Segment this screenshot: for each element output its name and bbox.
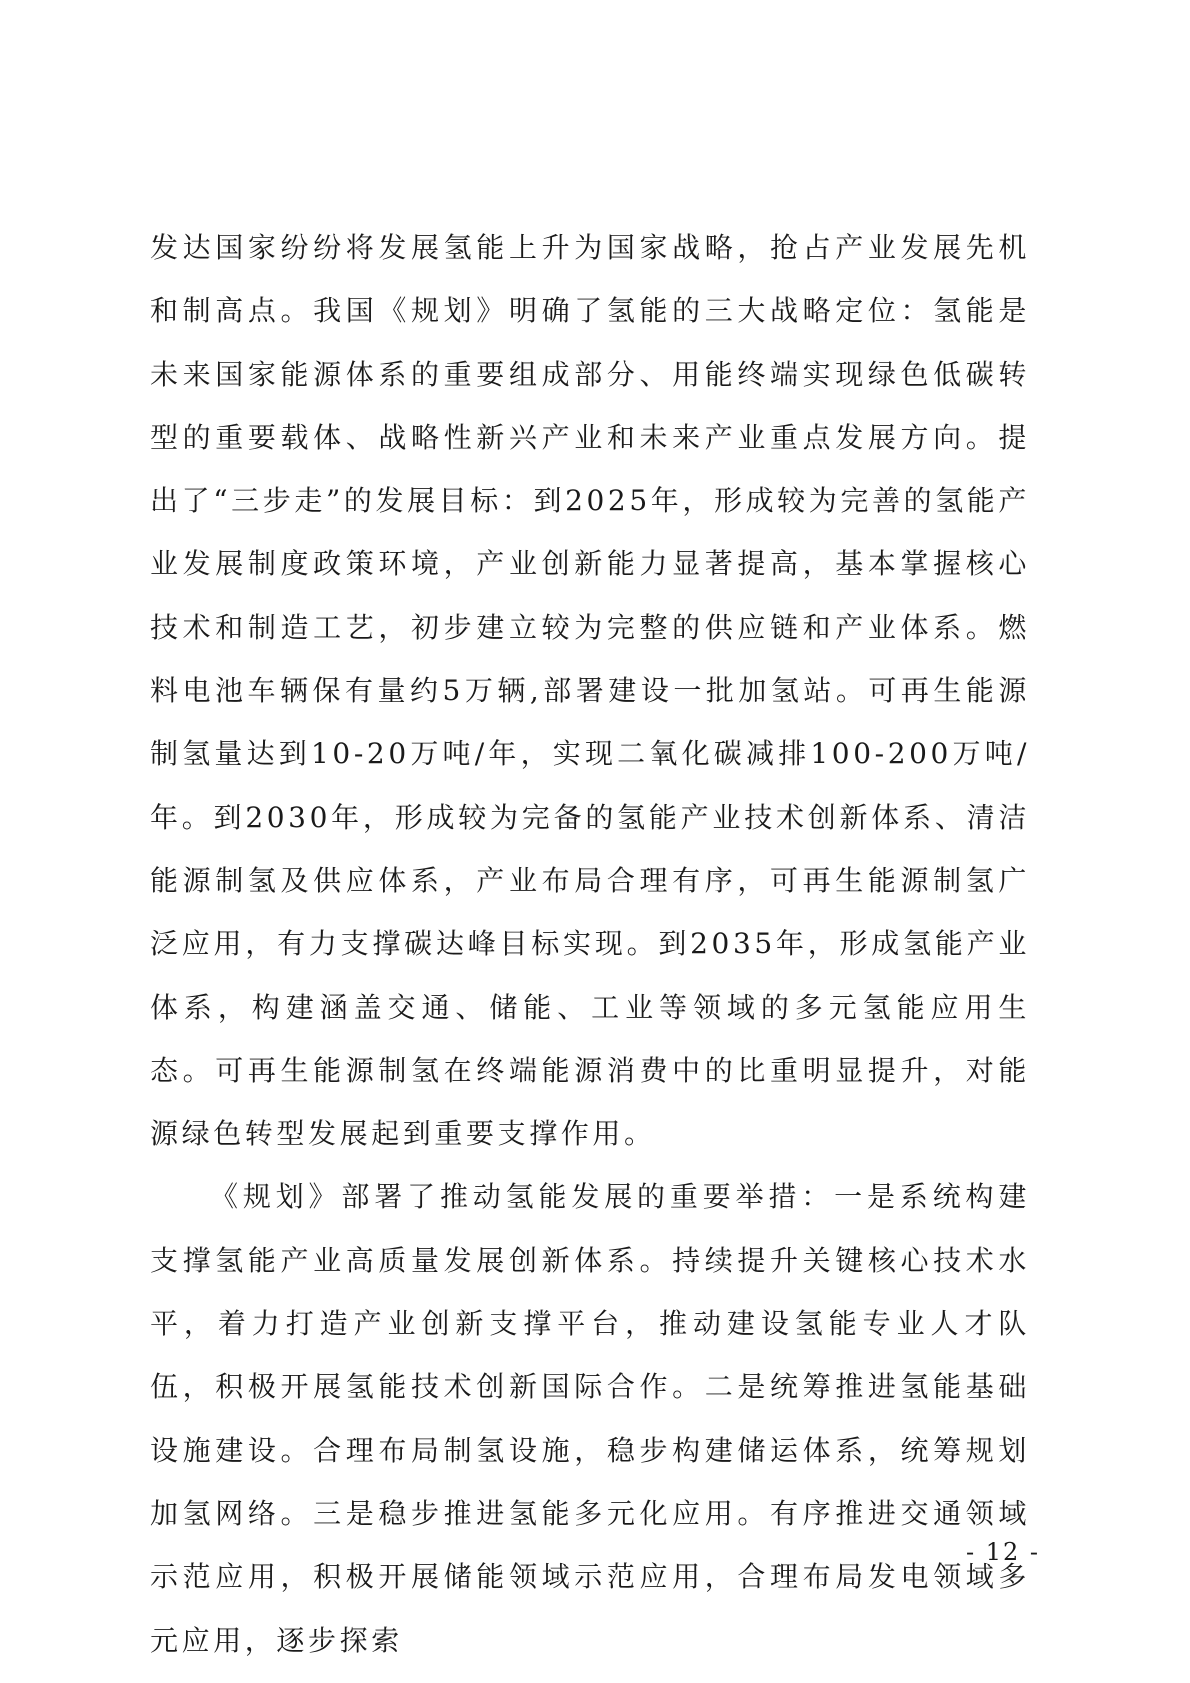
- body-text: [150, 216, 1030, 1672]
- page-number: - 12 -: [965, 1538, 1040, 1566]
- paragraph-key-measures: 《规划》部署了推动氢能发展的重要举措：一是系统构建支撑氢能产业高质量发展创新体系。持续提升关键核心技术水平，着力打造产业创新支撑平台，推动建设氢能专业人才队伍，积极开展氢能技术创新国际合作。二是统筹推进氢能基础设施建设。合理布局制氢设施，稳步构建储运体系，统筹规划加氢网络。三是稳步推进氢能多元化应用。有序推进交通领域示范应用，积极开展储能领域示范应用，合理布局发电领域多元应用，逐步探索: [150, 1180, 1030, 1657]
- paragraph-strategy-goals: 发达国家纷纷将发展氢能上升为国家战略，抢占产业发展先机和制高点。我国《规划》明确了氢能的三大战略定位：氢能是未来国家能源体系的重要组成部分、用能终端实现绿色低碳转型的重要载体、战略性新兴产业和未来产业重点发展方向。提出了“三步走”的发展目标：到2025年，形成较为完善的氢能产业发展制度政策环境，产业创新能力显著提高，基本掌握核心技术和制造工艺，初步建立较为完整的供应链和产业体系。燃料电池车辆保有量约5万辆,部署建设一批加氢站。可再生能源制氢量达到10-20万吨/年，实现二氧化碳减排100-200万吨/年。到2030年，形成较为完备的氢能产业技术创新体系、清洁能源制氢及供应体系，产业布局合理有序，可再生能源制氢广泛应用，有力支撑碳达峰目标实现。到2035年，形成氢能产业体系，构建涵盖交通、储能、工业等领域的多元氢能应用生态。可再生能源制氢在终端能源消费中的比重明显提升，对能源绿色转型发展起到重要支撑作用。: [150, 231, 1030, 1151]
